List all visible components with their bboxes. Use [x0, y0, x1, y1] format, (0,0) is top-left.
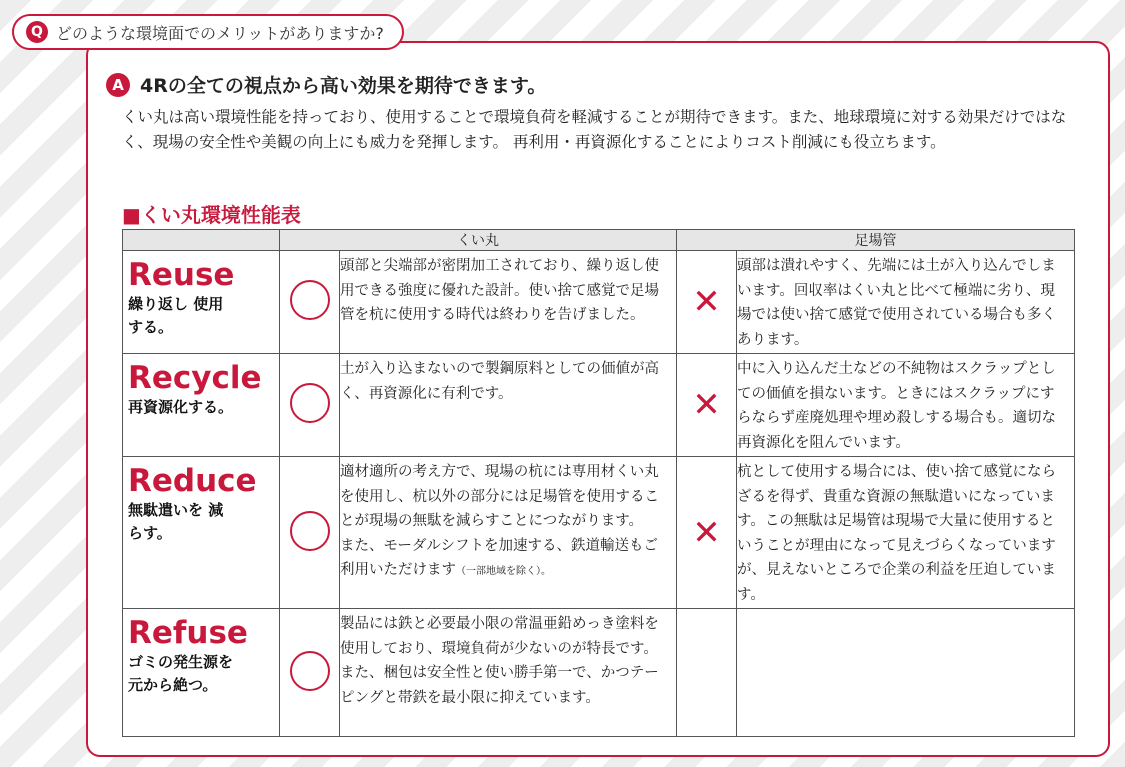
- ashiba-text: 杭として使用する場合には、使い捨て感覚にならざるを得ず、貴重な資源の無駄遣いになっています。この無駄は足場管は現場で大量に使用するということが理由になって見えづらくなっていますが、見えないところで企業の利益を圧迫しています。: [737, 457, 1075, 609]
- category-en: Refuse: [128, 615, 248, 651]
- question-text: どのような環境面でのメリットがありますか?: [56, 23, 384, 43]
- table-header-row: [123, 230, 1075, 251]
- table-row: [123, 457, 1075, 609]
- ashiba-text: 頭部は潰れやすく、先端には土が入り込んでしまいます。回収率はくい丸と比べて極端に劣り、現場では使い捨て感覚で使用されている場合も多くあります。: [737, 251, 1075, 354]
- cross-icon: ✕: [692, 512, 721, 553]
- category-jp: 再資源化する。: [128, 398, 234, 416]
- ashiba-mark-cell: [677, 251, 737, 354]
- answer-intro: くい丸は高い環境性能を持っており、使用することで環境負荷を軽減することが期待できます。また、地球環境に対する効果だけではなく、現場の安全性や美観の向上にも威力を発揮します。 再利用・再資源化することによりコスト削減にも役立ちます。: [122, 108, 1067, 151]
- kuimaru-text-cell: [340, 457, 677, 609]
- ashiba-text: 中に入り込んだ土などの不純物はスクラップとしての価値を損ないます。ときにはスクラップにすらならず産廃処理や埋め殺しする場合も。適切な再資源化を阻んでいます。: [737, 354, 1075, 457]
- category-jp: 繰り返し 使用する。: [128, 295, 224, 336]
- answer-title: 4Rの全ての視点から高い効果を期待できます。: [140, 75, 547, 97]
- circle-icon: [290, 511, 330, 551]
- performance-table: [122, 229, 1075, 737]
- ashiba-mark-cell: [677, 609, 737, 737]
- cross-icon: ✕: [692, 385, 721, 425]
- ashiba-mark-cell: [677, 457, 737, 609]
- header-ashiba: 足場管: [677, 230, 1075, 251]
- category-cell: [123, 251, 280, 354]
- kuimaru-text2: また、モーダルシフトを加速する、鉄道輸送もご利用いただけます: [340, 537, 659, 578]
- circle-icon: [290, 651, 330, 691]
- kuimaru-note: （一部地域を除く）。: [456, 566, 551, 577]
- question-badge: Q: [26, 21, 48, 43]
- kuimaru-mark-cell: [280, 457, 340, 609]
- category-en: Reduce: [128, 463, 257, 499]
- category-jp: 無駄遣いを 減らす。: [128, 501, 224, 542]
- answer-badge: A: [106, 73, 130, 97]
- category-jp: ゴミの発生源を 元から絶つ。: [128, 653, 234, 694]
- kuimaru-mark-cell: [280, 354, 340, 457]
- section-title: ■くい丸環境性能表: [122, 203, 301, 227]
- category-cell: [123, 457, 280, 609]
- table-row: [123, 354, 1075, 457]
- kuimaru-text: 製品には鉄と必要最小限の常温亜鉛めっき塗料を使用しており、環境負荷が少ないのが特長です。また、梱包は安全性と使い勝手第一で、かつテーピングと帯鉄を最小限に抑えています。: [340, 609, 677, 737]
- answer-heading: [106, 71, 546, 98]
- ashiba-text: [737, 609, 1075, 737]
- kuimaru-text: 適材適所の考え方で、現場の杭には専用材くい丸を使用し、杭以外の部分には足場管を使用することが現場の無駄を減らすことにつながります。: [340, 464, 659, 529]
- header-category: [123, 230, 280, 251]
- header-kuimaru: くい丸: [280, 230, 677, 251]
- circle-icon: [290, 280, 330, 320]
- kuimaru-mark-cell: [280, 251, 340, 354]
- category-cell: [123, 354, 280, 457]
- category-en: Recycle: [128, 360, 262, 396]
- answer-panel: [86, 41, 1110, 757]
- kuimaru-text: 頭部と尖端部が密閉加工されており、繰り返し使用できる強度に優れた設計。使い捨て感覚で足場管を杭に使用する時代は終わりを告げました。: [340, 251, 677, 354]
- category-en: Reuse: [128, 257, 235, 293]
- circle-icon: [290, 383, 330, 423]
- category-cell: [123, 609, 280, 737]
- kuimaru-mark-cell: [280, 609, 340, 737]
- kuimaru-text: 土が入り込まないので製鋼原料としての価値が高く、再資源化に有利です。: [340, 354, 677, 457]
- table-row: [123, 251, 1075, 354]
- ashiba-mark-cell: [677, 354, 737, 457]
- question-tab: [12, 14, 404, 50]
- cross-icon: ✕: [692, 282, 721, 322]
- table-row: [123, 609, 1075, 737]
- kuimaru-text-extra: [340, 534, 670, 585]
